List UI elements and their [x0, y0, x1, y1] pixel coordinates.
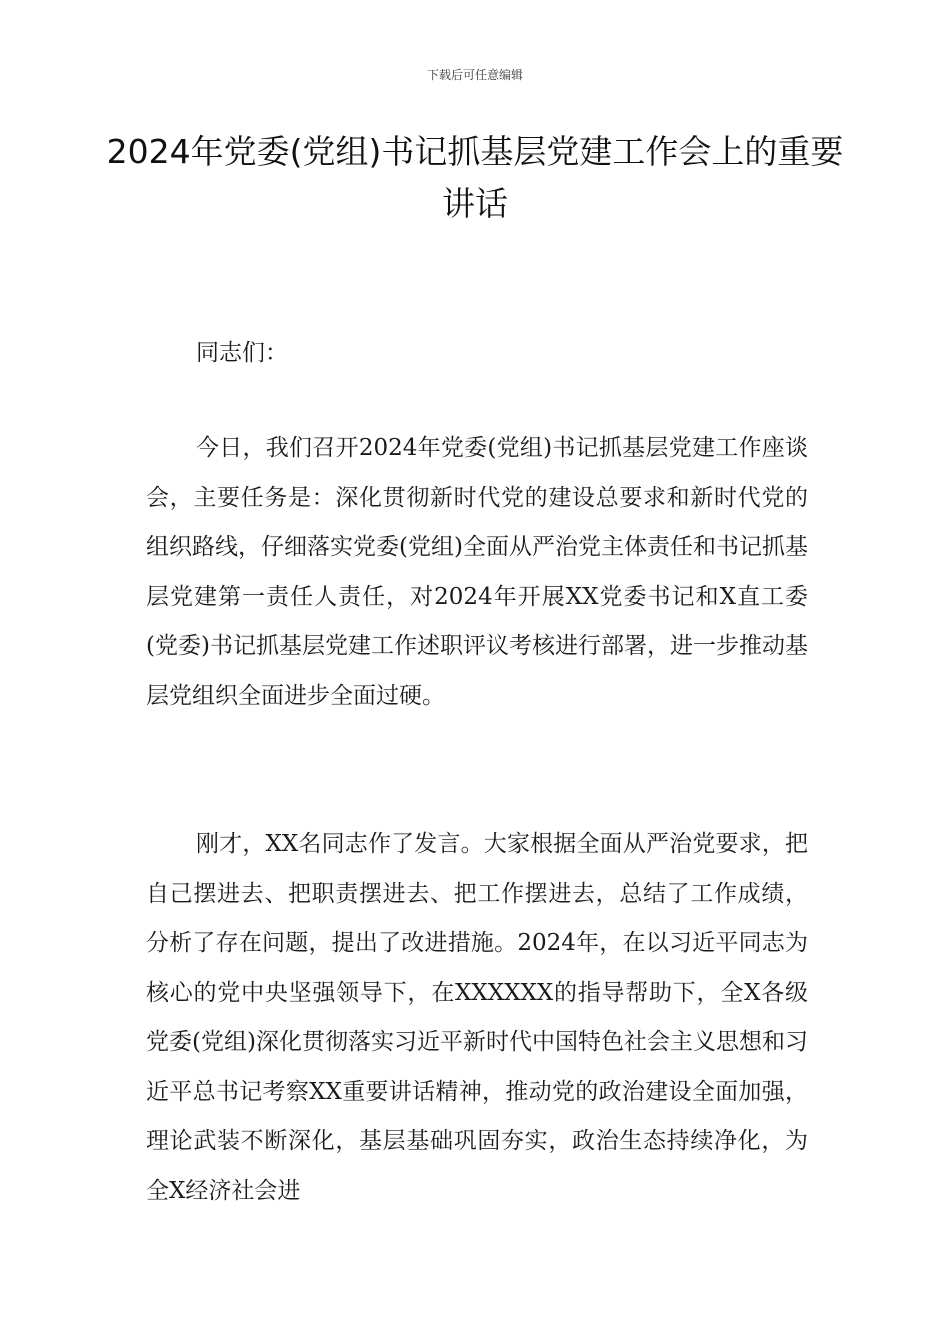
document-title: 2024年党委(党组)书记抓基层党建工作会上的重要讲话 — [106, 132, 844, 223]
header-note: 下载后可任意编辑 — [426, 68, 523, 82]
salutation: 同志们： — [196, 340, 288, 366]
paragraph-1: 今日，我们召开2024年党委(党组)书记抓基层党建工作座谈会，主要任务是：深化贯彻新时代党的建设总要求和新时代党的组织路线，仔细落实党委(党组)全面从严治党主体责任和书记抓基层党建第一责任人责任，对2024年开展XX党委书记和X直工委(党委)书记抓基层党建工作述职评议考核进行部署，进一步推动基层党组织全面进步全面过硬。 — [146, 435, 808, 709]
paragraph-2: 刚才，XX名同志作了发言。大家根据全面从严治党要求，把自己摆进去、把职责摆进去、把工作摆进去，总结了工作成绩，分析了存在问题，提出了改进措施。2024年，在以习近平同志为核心的党中央坚强领导下，在XXXXXX的指导帮助下，全X各级党委(党组)深化贯彻落实习近平新时代中国特色社会主义思想和习近平总书记考察XX重要讲话精神，推动党的政治建设全面加强，理论武装不断深化，基层基础巩固夯实，政治生态持续净化，为全X经济社会进 — [146, 831, 808, 1204]
